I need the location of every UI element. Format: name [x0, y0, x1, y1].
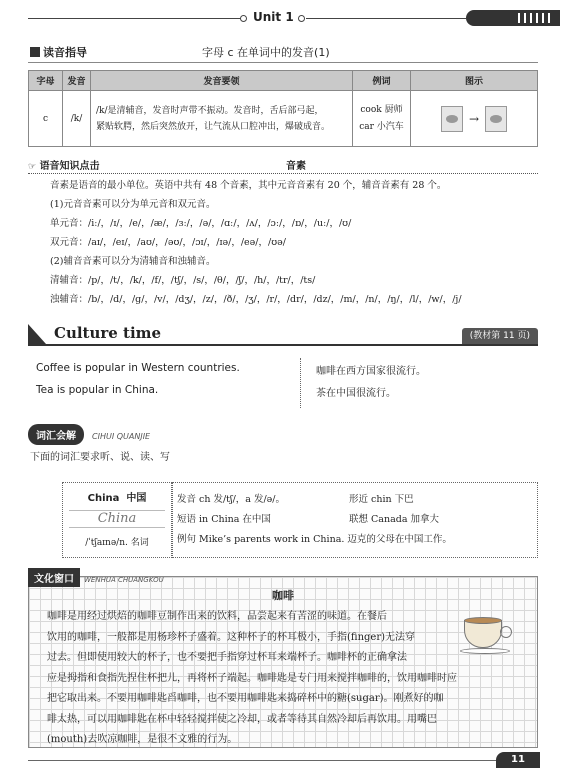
paragraph-line: 饮用的咖啡，一般都是用杨珍杯子盛着。这种杯子的杯耳极小，手指(finger)无法穿	[47, 631, 416, 643]
header-dot-right	[298, 15, 305, 22]
col-letter: 字母	[29, 71, 63, 91]
cell-letter: c	[29, 91, 63, 147]
req-line: /k/是清辅音，发音时声带不振动。发音时，舌后部弓起，	[96, 105, 324, 116]
culture-window-box	[28, 576, 538, 748]
cell-examples	[353, 91, 411, 147]
vocab-tag-label: 词汇会解	[28, 424, 84, 445]
culture-sentence-en: Tea is popular in China.	[36, 384, 159, 396]
knowledge-line: 双元音：/aɪ/，/eɪ/，/aʊ/，/əʊ/，/ɔɪ/，/ɪə/，/eə/，/ʊə/	[50, 237, 286, 248]
vocab-tag-pinyin: CIHUI QUANJIE	[92, 432, 151, 441]
detail-example: 例句 Mike’s parents work in China. 迈克的父母在中国工作。	[177, 534, 452, 545]
word-card	[62, 482, 172, 558]
pron-tag-label: 读音指导	[43, 46, 87, 59]
header-dot-left	[240, 15, 247, 22]
paragraph-line: 咖啡是用经过烘焙的咖啡豆制作出来的饮料，品尝起来有苦涩的味道。在餐后	[47, 611, 387, 622]
table-row	[29, 91, 538, 147]
culture-sentence-en: Coffee is popular in Western countries.	[36, 362, 240, 374]
coffee-cup-icon	[460, 610, 516, 656]
knowledge-line: (1)元音音素可以分为单元音和双元音。	[50, 199, 216, 210]
arrow-icon: →	[468, 111, 480, 126]
culture-divider	[300, 358, 301, 408]
knowledge-line: 浊辅音：/b/，/d/，/g/，/v/，/dʒ/，/z/，/ð/，/ʒ/，/r/，/dr/，/dz/，/m/，/n/，/ŋ/，/l/，/w/，/j/	[50, 294, 462, 305]
req-line: 紧贴软腭，然后突然放开，让气流从口腔冲出，爆破成音。	[96, 121, 331, 132]
knowledge-tag	[28, 157, 100, 172]
word-heading	[63, 489, 171, 504]
example-word: cook 厨师	[360, 104, 403, 115]
cell-sound: /k/	[63, 91, 91, 147]
paragraph-line: 啡太热，可以用咖啡匙在杯中轻轻搅拌使之冷却，或者等待其自然冷却后再饮用。用嘴巴	[47, 713, 437, 725]
detail-phrase: 短语 in China 在中国	[177, 514, 271, 525]
word-zh: 中国	[126, 493, 147, 504]
unit-title: Unit 1	[253, 10, 294, 24]
culture-window-text	[47, 607, 507, 751]
example-word: car 小汽车	[359, 121, 404, 132]
pron-title-rule	[28, 62, 538, 63]
pron-section-title: 字母 c 在单词中的发音(1)	[202, 46, 330, 59]
page-number: 11	[496, 752, 540, 768]
pointer-icon: ☞	[28, 162, 37, 172]
word-en: China	[87, 493, 120, 504]
detail-pronunciation: 发音 ch 发/tʃ/，a 发/ə/。	[177, 494, 285, 505]
culture-window-tag-label: 文化窗口	[28, 568, 80, 587]
culture-window-tag	[28, 568, 164, 586]
knowledge-body	[50, 176, 538, 309]
col-example: 例词	[353, 71, 411, 91]
culture-window-pinyin: WENHUA CHUANGKOU	[84, 576, 164, 584]
pron-section-tag	[30, 44, 87, 60]
knowledge-tag-label: 语音知识点击	[39, 161, 100, 172]
detail-association: 联想 Canada 加拿大	[349, 514, 439, 525]
col-sound: 发音	[63, 71, 91, 91]
knowledge-header	[28, 156, 538, 174]
culture-sentence-zh: 茶在中国很流行。	[316, 388, 396, 399]
footer-rule	[28, 760, 496, 761]
mouth-diagram-icon	[485, 106, 507, 132]
paragraph-line: 过去。但即使用较大的杯子，也不要把手指穿过杯耳来端杯子。咖啡杯的正确拿法	[47, 652, 407, 663]
vocab-tag	[28, 424, 150, 444]
col-requirement: 发音要领	[91, 71, 353, 91]
pronunciation-table	[28, 70, 538, 147]
cell-requirement	[91, 91, 353, 147]
culture-window-title: 咖啡	[272, 589, 294, 602]
mouth-diagram-icon	[441, 106, 463, 132]
knowledge-title: 音素	[286, 161, 306, 172]
cell-illustration	[411, 91, 538, 147]
detail-similar-form: 形近 chin 下巴	[349, 494, 414, 505]
knowledge-line: (2)辅音音素可以分为清辅音和浊辅音。	[50, 256, 216, 267]
header-decoration	[466, 10, 560, 26]
header-rule-right	[306, 18, 466, 19]
paragraph-line: (mouth)去吹凉咖啡，是很不文雅的行为。	[47, 734, 238, 745]
table-header-row	[29, 71, 538, 91]
col-illustration: 图示	[411, 71, 538, 91]
triangle-icon	[28, 324, 46, 344]
paragraph-line: 把它取出来。不要用咖啡匙舀咖啡，也不要用咖啡匙来捣碎杯中的糖(sugar)。刚煮好的咖	[47, 693, 444, 704]
textbook-page-tag: (教材第 11 页)	[462, 328, 538, 344]
culture-time-bar	[28, 322, 538, 346]
vocab-requirement: 下面的词汇要求听、说、读、写	[30, 452, 170, 463]
page-header	[0, 6, 566, 30]
culture-sentence-zh: 咖啡在西方国家很流行。	[316, 366, 426, 377]
word-phonetic: /ˈtʃaɪnə/n. 名词	[85, 538, 149, 548]
handwriting-sample: China	[69, 510, 165, 528]
square-icon	[30, 47, 40, 57]
knowledge-line: 清辅音：/p/，/t/，/k/，/f/，/tʃ/，/s/，/θ/，/ʃ/，/h/，/tr/，/ts/	[50, 275, 316, 286]
knowledge-line: 音素是语音的最小单位。英语中共有 48 个音素，其中元音音素有 20 个，辅音音素有 28 个。	[50, 180, 447, 191]
header-rule-left	[28, 18, 242, 19]
word-details	[172, 482, 538, 558]
culture-time-title: Culture time	[54, 324, 162, 342]
knowledge-line: 单元音：/iː/，/ɪ/，/e/，/æ/，/ɜː/，/ə/，/ɑː/，/ʌ/，/ɔː/，/ɒ/，/uː/，/ʊ/	[50, 218, 352, 229]
paragraph-line: 应是拇指和食指先捏住杯把儿，再将杯子端起。咖啡匙是专门用来搅拌咖啡的，饮用咖啡时应	[47, 672, 457, 684]
